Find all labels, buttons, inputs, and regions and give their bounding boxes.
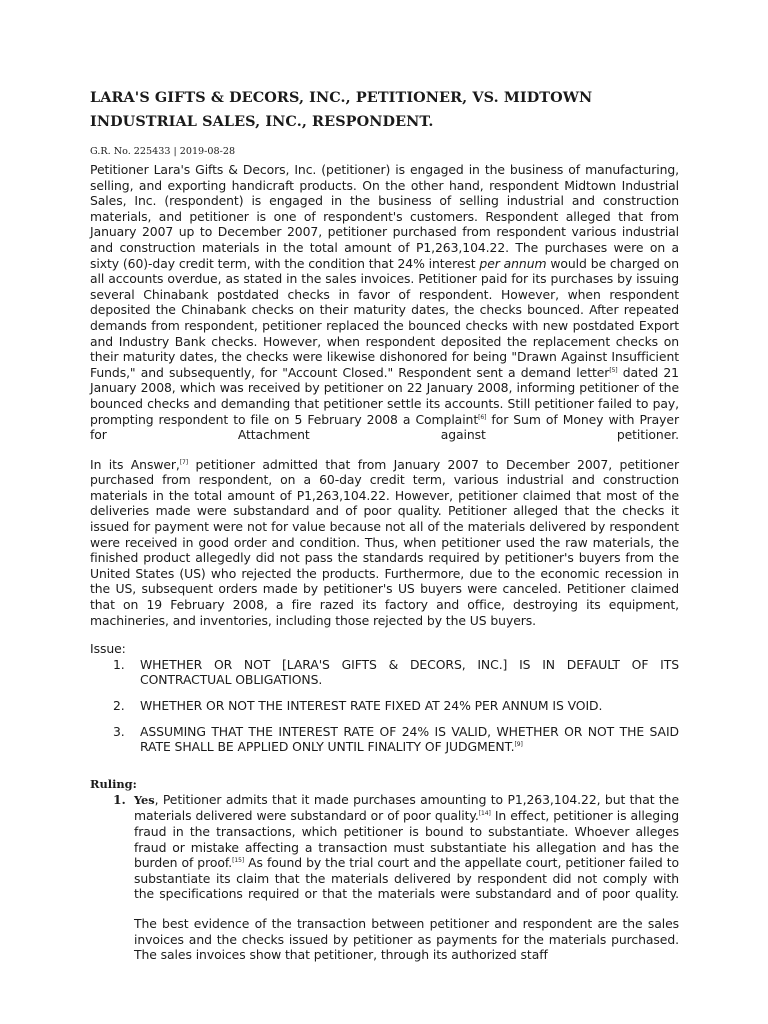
ruling-paragraph-2: The best evidence of the transaction between petitioner and respondent are the sales invoices and the checks issued by petitioner as payments for the materials purchased. The sales invoices show that petitioner, through its authorized staff [134, 915, 679, 963]
issue-item [90, 724, 679, 755]
facts-text: Petitioner Lara's Gifts & Decors, Inc. (petitioner) is engaged in the business of manufacturing, selling, and exporting handicraft products. On the other hand, respondent Midtown Industrial Sales, Inc. (respondent) is engaged in the business of selling industrial and construction materials, and petitioner is one of respondent's customers. Respondent alleged that from January 2007 up to December 2007, petitioner purchased from respondent various industrial and construction materials in the total amount of P1,263,104.22. The purchases were on a sixty (60)-day credit term, with the condition that 24% interest [90, 162, 679, 271]
case-meta: G.R. No. 225433 | 2019-08-28 [90, 146, 236, 157]
footnote-ref[interactable]: [15] [232, 857, 245, 865]
ruling-paragraph-1 [134, 792, 679, 902]
footnote-ref[interactable]: [9] [514, 741, 523, 749]
document-page [90, 86, 679, 963]
ruling-item [90, 792, 679, 963]
issue-text: ASSUMING THAT THE INTEREST RATE OF 24% IS VALID, WHETHER OR NOT THE SAID RATE SHALL BE APPLIED ONLY UNTIL FINALITY OF JUDGMENT. [140, 723, 679, 755]
facts-text: for Sum of Money with Prayer for Attachment against petitioner. [90, 411, 679, 443]
facts-text: In its Answer, [90, 456, 180, 472]
facts-text: dated 21 January 2008, which was received by petitioner on 22 January 2008, informing petitioner of the bounced checks and demanding that petitioner settle its accounts. Still petitioner failed to pay, prompting respondent to file on 5 February 2008 a Complaint [90, 364, 679, 427]
issue-number: 2. [113, 698, 125, 713]
issue-label: Issue: [90, 641, 126, 657]
ruling-answer: Yes [134, 792, 155, 807]
issue-list [90, 657, 679, 755]
ruling-text: As found by the trial court and the appellate court, petitioner failed to substantiate its claim that the materials delivered by respondent did not comply with the specifications required or that the materials were substandard and of poor quality. [134, 855, 679, 902]
ruling-text: , Petitioner admits that it made purchases amounting to P1,263,104.22, but that the materials delivered were substandard or of poor quality. [134, 791, 679, 824]
facts-text: would be charged on all accounts overdue, as stated in the sales invoices. Petitioner paid for its purchases by issuing several Chinabank postdated checks in favor of respondent. However, when respondent deposited the Chinabank checks on their maturity dates, the checks bounced. After repeated demands from respondent, petitioner replaced the bounced checks with new postdated Export and Industry Bank checks. However, when respondent deposited the replacement checks on their maturity dates, the checks were likewise dishonored for being "Drawn Against Insufficient Funds," and subsequently, for "Account Closed." Respondent sent a demand letter [90, 255, 679, 380]
facts-emphasis: per annum [479, 255, 547, 271]
issue-number: 1. [113, 656, 125, 672]
facts-paragraph-1 [90, 162, 679, 443]
facts-text: petitioner admitted that from January 2007 to December 2007, petitioner purchased from respondent, on a 60-day credit term, various industrial and construction materials in the total amount of P1,263,104.22. However, petitioner claimed that most of the deliveries made were substandard and of poor quality. Petitioner alleged that the checks it issued for payment were not for value because not all of the materials delivered by respondent were received in good order and condition. Thus, when petitioner used the raw materials, the finished product allegedly did not pass the standards required by petitioner's buyers from the United States (US) who rejected the products. Furthermore, due to the economic recession in the US, subsequent orders made by petitioner's US buyers were canceled. Petitioner claimed that on 19 February 2008, a fire razed its factory and office, destroying its equipment, machineries, and inventories, including those rejected by the US buyers. [90, 456, 679, 628]
issue-item [90, 657, 679, 688]
footnote-ref[interactable]: [6] [478, 413, 487, 421]
footnote-ref[interactable]: [14] [478, 810, 491, 818]
footnote-ref[interactable]: [5] [609, 366, 618, 374]
facts-paragraph-2 [90, 457, 679, 629]
ruling-number: 1. [113, 791, 126, 807]
issue-number: 3. [113, 723, 125, 739]
issue-text: WHETHER OR NOT THE INTEREST RATE FIXED AT 24% PER ANNUM IS VOID. [140, 698, 603, 713]
issue-item [90, 698, 679, 714]
issue-text: WHETHER OR NOT [LARA'S GIFTS & DECORS, INC.] IS IN DEFAULT OF ITS CONTRACTUAL OBLIGATIONS. [140, 656, 679, 688]
ruling-label: Ruling: [90, 776, 137, 791]
ruling-text: In effect, petitioner is alleging fraud in the transactions, which petitioner is bound to substantiate. Whoever alleges fraud or mistake affecting a transaction must substantiate his allegation and has the burden of proof. [134, 808, 679, 871]
footnote-ref[interactable]: [7] [179, 458, 189, 466]
case-title: LARA'S GIFTS & DECORS, INC., PETITIONER, VS. MIDTOWN INDUSTRIAL SALES, INC., RESPONDENT. [90, 89, 593, 130]
